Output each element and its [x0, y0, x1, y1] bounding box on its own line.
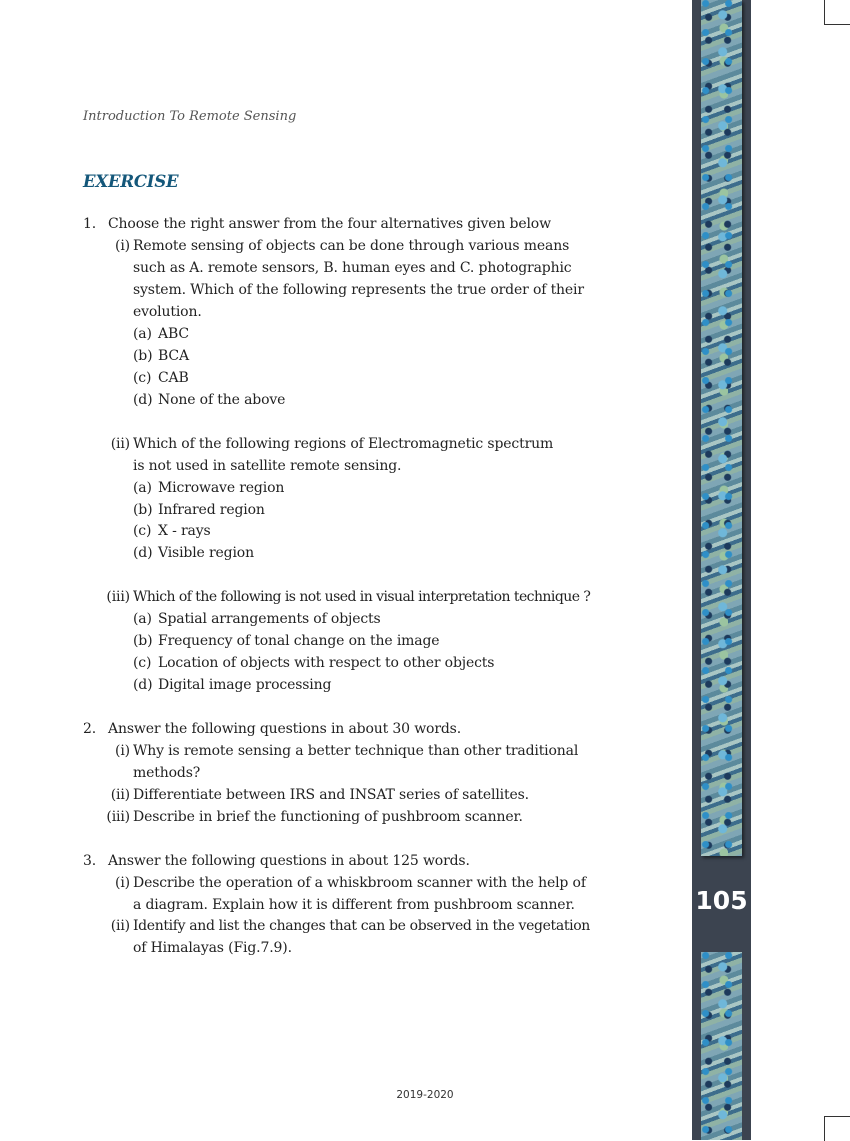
crop-mark	[824, 0, 850, 25]
sub-question-text: Why is remote sensing a better technique than other traditional	[133, 743, 579, 759]
sub-question-text: Which of the following is not used in visual interpretation technique ?	[133, 589, 591, 605]
sub-question-label: (iii)	[106, 809, 130, 825]
option-text: Infrared region	[158, 502, 265, 518]
option-text: X - rays	[158, 523, 211, 539]
sub-question-text: evolution.	[133, 304, 202, 320]
sub-question-text: a diagram. Explain how it is different from pushbroom scanner.	[133, 897, 575, 913]
option-label: (c)	[133, 523, 152, 539]
sub-question-text: of Himalayas (Fig.7.9).	[133, 940, 292, 956]
sub-question-label: (ii)	[110, 787, 130, 803]
option-text: Digital image processing	[158, 677, 332, 693]
sub-question-label: (ii)	[110, 436, 130, 452]
sub-question-text: Identify and list the changes that can be observed in the vegetation	[133, 918, 590, 934]
question-number: 2.	[83, 721, 97, 737]
question-text: Answer the following questions in about 30 words.	[108, 721, 462, 737]
option-text: CAB	[158, 370, 189, 386]
sub-question-text: such as A. remote sensors, B. human eyes and C. photographic	[133, 260, 572, 276]
option-label: (c)	[133, 655, 152, 671]
sub-question-label: (iii)	[106, 589, 130, 605]
option-label: (b)	[133, 502, 153, 518]
sub-question-text: Describe in brief the functioning of pushbroom scanner.	[133, 809, 523, 825]
sub-question-text: methods?	[133, 765, 201, 781]
option-text: None of the above	[158, 392, 286, 408]
option-text: Microwave region	[158, 480, 285, 496]
option-label: (d)	[133, 677, 153, 693]
option-label: (d)	[133, 545, 153, 561]
sub-question-text: Differentiate between IRS and INSAT series of satellites.	[133, 787, 529, 803]
option-text: Location of objects with respect to other objects	[158, 655, 495, 671]
footer-year: 2019-2020	[396, 1089, 454, 1101]
sub-question-label: (ii)	[110, 918, 130, 934]
option-text: Visible region	[158, 545, 254, 561]
question-number: 1.	[83, 216, 97, 232]
option-text: ABC	[158, 326, 189, 342]
question-text: Answer the following questions in about 125 words.	[108, 853, 470, 869]
sub-question-label: (i)	[115, 875, 130, 891]
sub-question-text: Remote sensing of objects can be done through various means	[133, 238, 570, 254]
option-text: BCA	[158, 348, 189, 364]
option-label: (a)	[133, 611, 152, 627]
sub-question-label: (i)	[115, 743, 130, 759]
option-label: (a)	[133, 480, 152, 496]
option-text: Spatial arrangements of objects	[158, 611, 381, 627]
satellite-image-strip	[701, 952, 742, 1140]
sub-question-text: Which of the following regions of Electromagnetic spectrum	[133, 436, 554, 452]
sub-question-text: Describe the operation of a whiskbroom scanner with the help of	[133, 875, 586, 891]
sub-question-text: is not used in satellite remote sensing.	[133, 458, 402, 474]
option-label: (d)	[133, 392, 153, 408]
crop-mark	[824, 1116, 850, 1141]
option-label: (b)	[133, 348, 153, 364]
running-head: Introduction To Remote Sensing	[83, 109, 297, 124]
option-label: (c)	[133, 370, 152, 386]
satellite-image-strip	[701, 0, 742, 856]
exercise-heading: EXERCISE	[83, 172, 179, 191]
question-number: 3.	[83, 853, 97, 869]
sub-question-label: (i)	[115, 238, 130, 254]
option-label: (a)	[133, 326, 152, 342]
option-label: (b)	[133, 633, 153, 649]
sub-question-text: system. Which of the following represents the true order of their	[133, 282, 584, 298]
option-text: Frequency of tonal change on the image	[158, 633, 440, 649]
page-number: 105	[695, 886, 748, 915]
question-text: Choose the right answer from the four alternatives given below	[108, 216, 551, 232]
